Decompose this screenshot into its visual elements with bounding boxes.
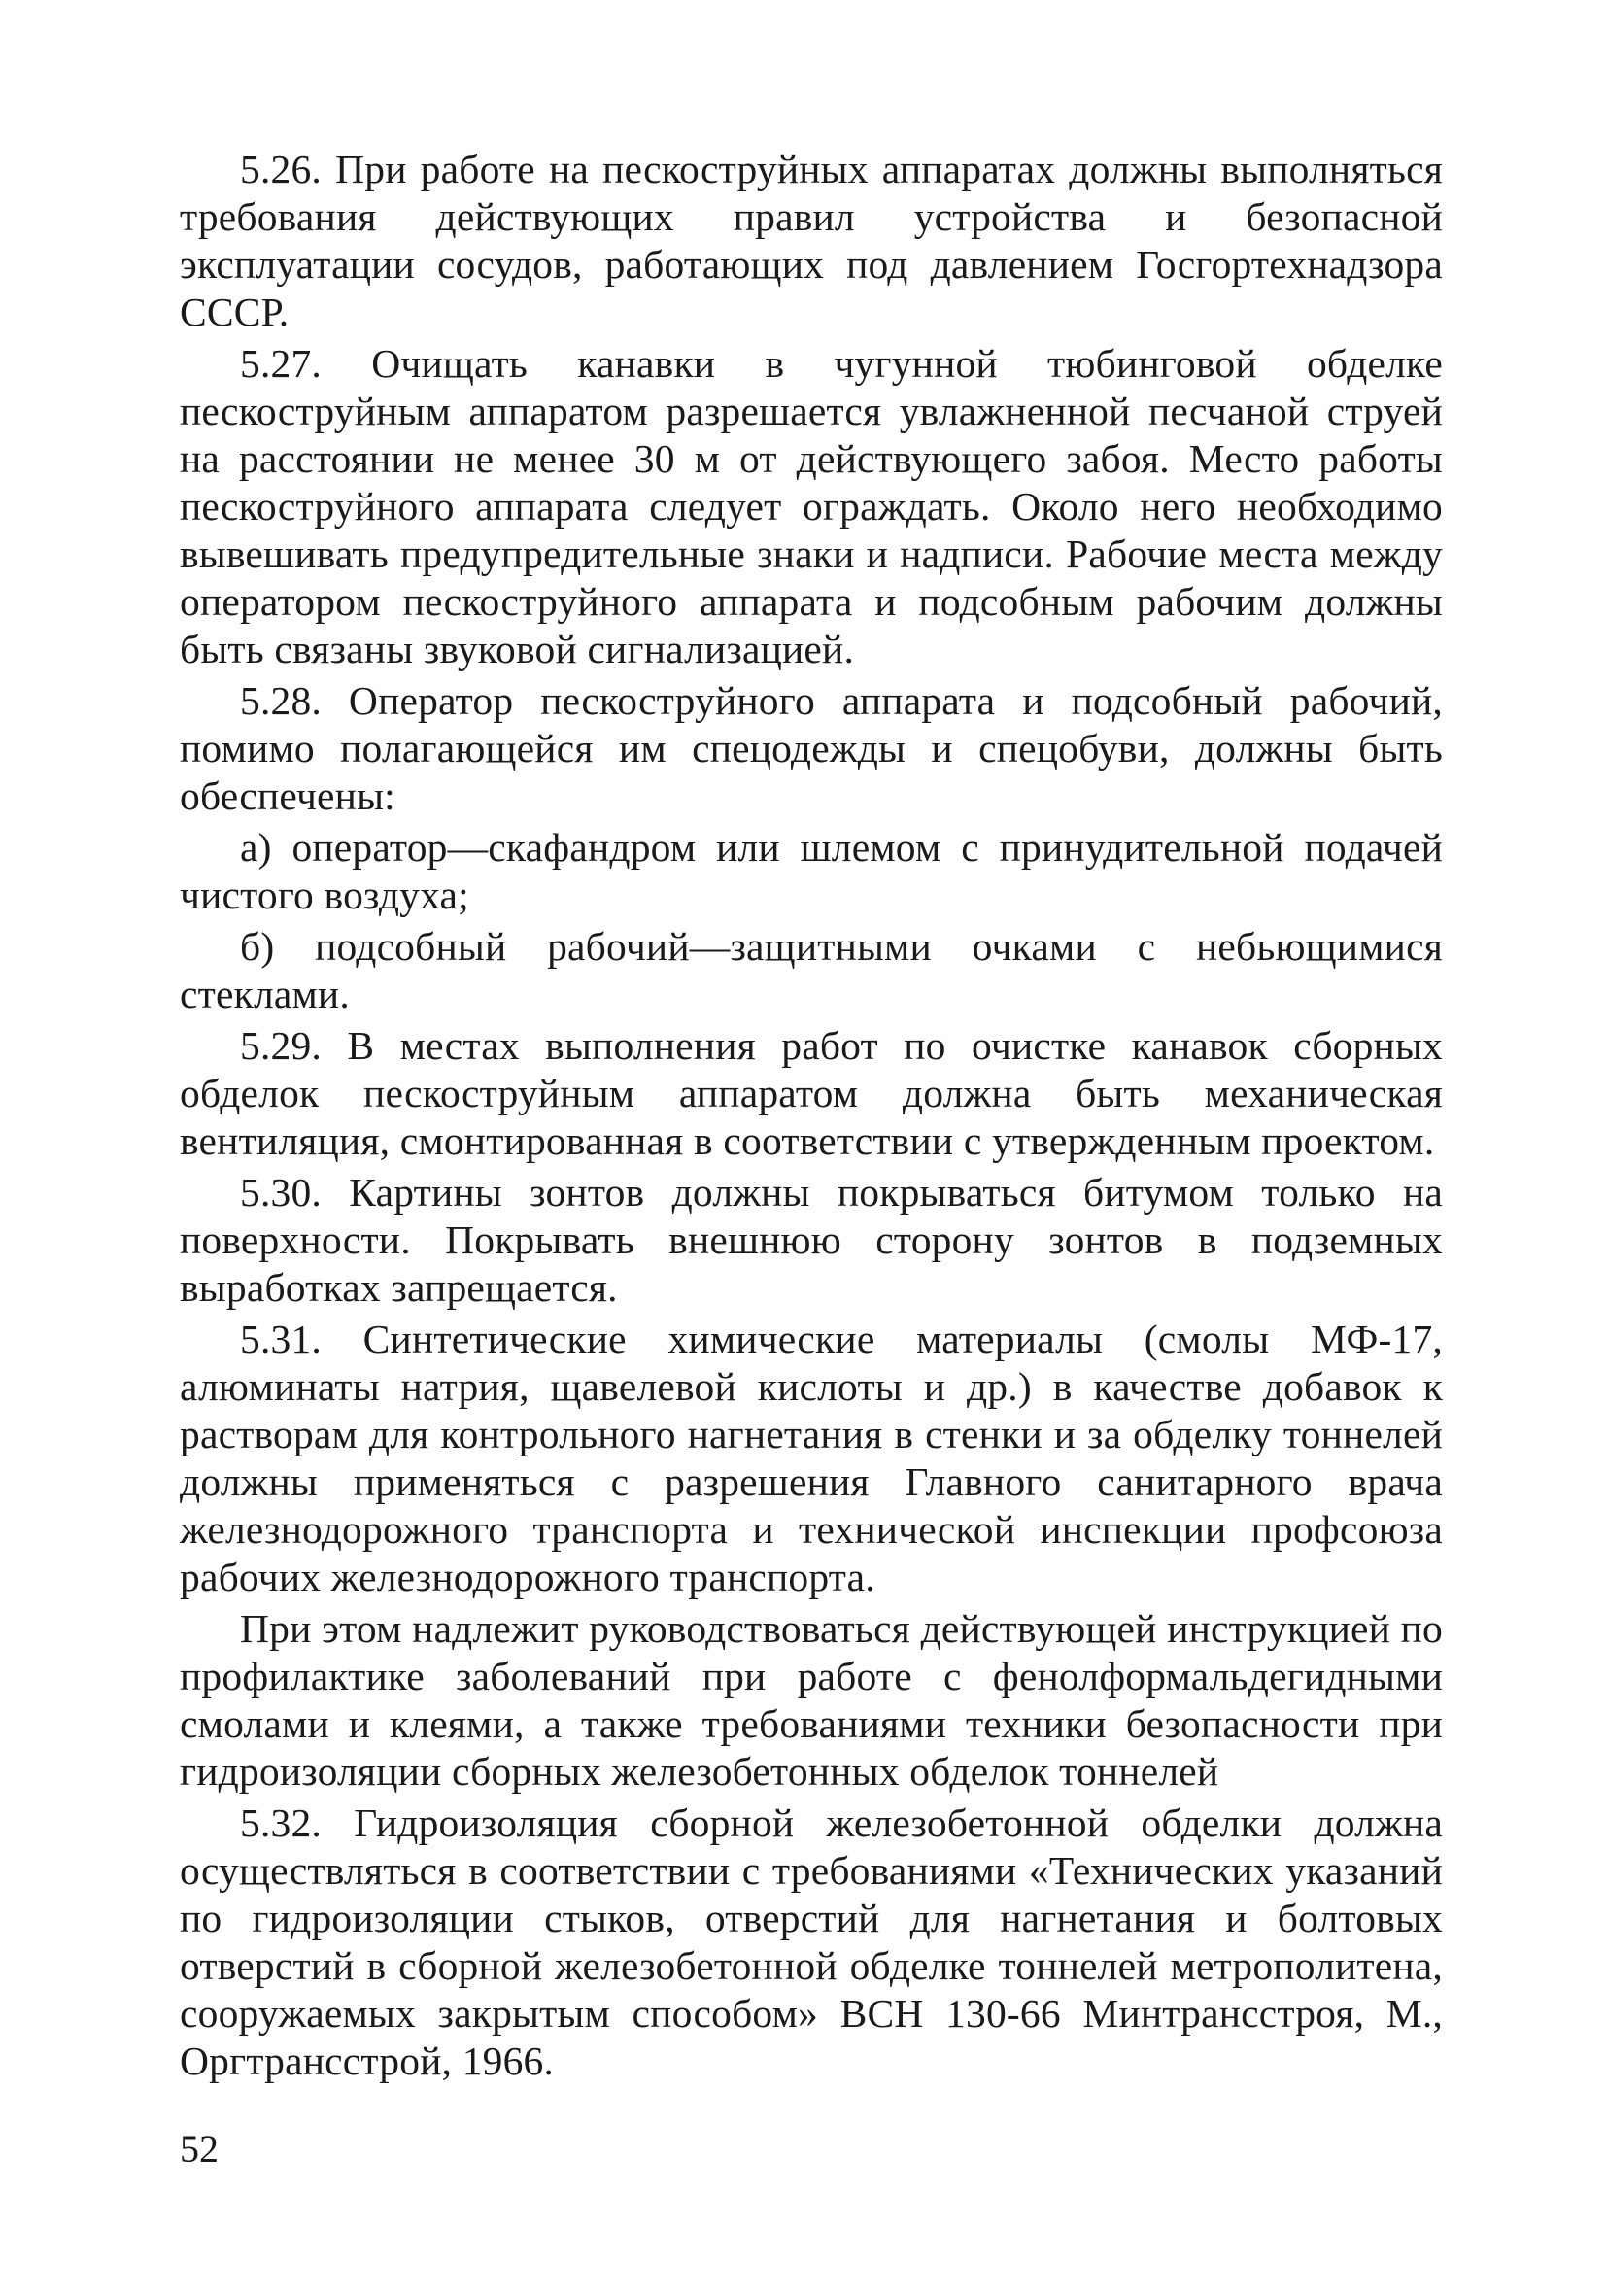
paragraph-5-26: 5.26. При работе на пескоструйных аппаратах должны выполняться требования действующих правил устройства и безопасной эксплуатации сосудов, работающих под давлением Госгортехнадзора СССР.: [180, 147, 1443, 334]
page-body: [180, 146, 1443, 2089]
paragraph-5-30: 5.30. Картины зонтов должны покрываться битумом только на поверхности. Покрывать внешнюю сторону зонтов в подземных выработках запрещается.: [180, 1170, 1443, 1310]
list-item-b: б) подсобный рабочий—защитными очками с небьющимися стеклами.: [180, 924, 1443, 1016]
paragraph-5-31-note: При этом надлежит руководствоваться действующей инструкцией по профилактике заболеваний при работе с фенолформальдегидными смолами и клеями, а также требованиями техники безопасности при гидроизоляции сборных железобетонных обделок тоннелей: [180, 1606, 1443, 1794]
list-item-a: а) оператор—скафандром или шлемом с принудительной подачей чистого воздуха;: [180, 825, 1443, 917]
paragraph-5-27: 5.27. Очищать канавки в чугунной тюбинговой обделке пескоструйным аппаратом разрешается увлажненной песчаной струей на расстоянии не менее 30 м от действующего забоя. Место работы пескоструйного аппарата следует ограждать. Около него необходимо вывешивать предупредительные знаки и надписи. Рабочие места между оператором пескоструйного аппарата и подсобным рабочим должны быть связаны звуковой сигнализацией.: [180, 341, 1443, 671]
paragraph-5-32: 5.32. Гидроизоляция сборной железобетонной обделки должна осуществляться в соответствии с требованиями «Технических указаний по гидроизоляции стыков, отверстий для нагнетания и болтовых отверстий в сборной железобетонной обделке тоннелей метрополитена, сооружаемых закрытым способом» ВСН 130-66 Минтрансстроя, М., Оргтрансстрой, 1966.: [180, 1800, 1443, 2083]
paragraph-5-29: 5.29. В местах выполнения работ по очистке канавок сборных обделок пескоструйным аппаратом должна быть механическая вентиляция, смонтированная в соответствии с утвержденным проектом.: [180, 1023, 1443, 1163]
paragraph-5-28: 5.28. Оператор пескоструйного аппарата и подсобный рабочий, помимо полагающейся им спецодежды и спецобуви, должны быть обеспечены:: [180, 678, 1443, 818]
page-number: 52: [180, 2127, 219, 2171]
paragraph-5-31: 5.31. Синтетические химические материалы (смолы МФ-17, алюминаты натрия, щавелевой кислоты и др.) в качестве добавок к растворам для контрольного нагнетания в стенки и за обделку тоннелей должны применяться с разрешения Главного санитарного врача железнодорожного транспорта и технической инспекции профсоюза рабочих железнодорожного транспорта.: [180, 1317, 1443, 1599]
